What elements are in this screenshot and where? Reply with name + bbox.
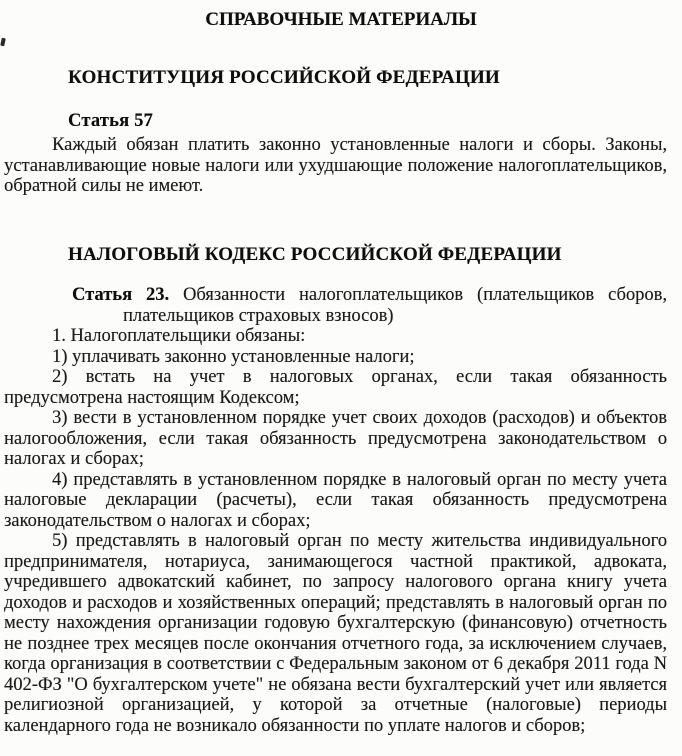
article-57-heading: Статья 57 bbox=[68, 111, 154, 131]
article-57-paragraph: Каждый обязан платить законно установленные налоги и сборы. Законы, устанавливающие новые налоги или ухудшающие положение налогоплательщиков, обратной силы не имеют. bbox=[4, 135, 667, 196]
document-title: СПРАВОЧНЫЕ МАТЕРИАЛЫ bbox=[205, 9, 477, 30]
clause-1: 1) уплачивать законно установленные налоги; bbox=[52, 346, 415, 367]
article-23-clauses bbox=[4, 326, 667, 736]
article-23-title bbox=[4, 285, 667, 326]
constitution-heading: КОНСТИТУЦИЯ РОССИЙСКОЙ ФЕДЕРАЦИИ bbox=[68, 67, 500, 88]
clause-4: 4) представлять в установленном порядке в налоговый орган по месту учета налоговые декларации (расчеты), если такая обязанность предусмотрена законодательством о налогах и сборах; bbox=[4, 469, 667, 531]
scan-speck-artifact bbox=[0, 38, 6, 47]
clause-intro: 1. Налогоплательщики обязаны: bbox=[52, 326, 306, 346]
clause-3: 3) вести в установленном порядке учет своих доходов (расходов) и объектов налогообложения, если такая обязанность предусмотрена законодательством о налогах и сборах; bbox=[4, 408, 667, 469]
clause-5: 5) представлять в налоговый орган по месту жительства индивидуального предпринимателя, нотариуса, занимающегося частной практикой, адвоката, учредившего адвокатский кабинет, по запросу налогового органа книгу учета доходов и расходов и хозяйственных операций; представлять в налоговый орган по месту нахождения организации годовую бухгалтерскую (финансовую) отчетность не позднее трех месяцев после окончания отчетного года, за исключением случаев, когда организация в соответствии с Федеральным законом от 6 декабря 2011 года N 402-ФЗ "О бухгалтерском учете" не обязана вести бухгалтерский учет или является религиозной организацией, у которой за отчетные (налоговые) периоды календарного года не возникало обязанности по уплате налогов и сборов; bbox=[4, 531, 667, 736]
article-23-title-text: Обязанности налогоплательщиков (плательщиков сборов, плательщиков страховых взносов) bbox=[123, 285, 667, 326]
tax-code-heading: НАЛОГОВЫЙ КОДЕКС РОССИЙСКОЙ ФЕДЕРАЦИИ bbox=[68, 244, 562, 265]
clause-2: 2) встать на учет в налоговых органах, если такая обязанность предусмотрена настоящим Кодексом; bbox=[4, 367, 667, 408]
article-23-label: Статья 23. bbox=[72, 285, 170, 305]
